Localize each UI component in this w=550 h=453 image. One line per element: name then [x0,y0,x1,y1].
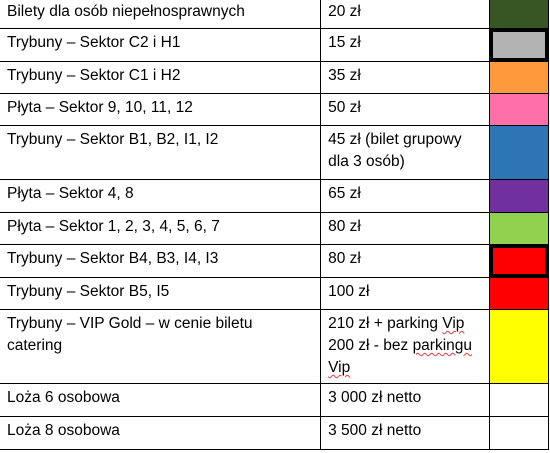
sector-color-swatch [490,126,548,179]
sector-name-cell [0,417,321,450]
sector-name: Trybuny – Sektor B1, B2, I1, I2 [7,131,219,148]
price-line: 3 500 zł netto [328,422,422,439]
sector-color-cell [490,310,549,384]
price-line: 35 zł [328,67,361,84]
table-row [0,310,549,384]
price-text [328,245,489,270]
sector-color-cell [490,384,549,417]
sector-color-swatch [490,180,548,212]
sector-color-cell [490,278,549,310]
table-row [0,62,549,94]
sector-color-swatch [490,245,548,277]
sector-color-swatch [490,213,548,244]
price-line: 200 zł - bez parkingu [328,337,473,354]
sector-name: Płyta – Sektor 4, 8 [7,185,134,202]
sector-name: Płyta – Sektor 9, 10, 11, 12 [7,99,193,116]
table-row [0,180,549,213]
price-line: 15 zł [328,34,361,51]
price-text [328,213,489,238]
sector-name-cell [0,29,321,62]
sector-color-cell [490,245,549,278]
price-line: Vip [328,359,351,376]
sector-color-cell [490,29,549,62]
table-row [0,417,549,450]
sector-name: Trybuny – Sektor C2 i H1 [7,34,181,51]
price-cell [321,29,490,62]
price-cell [321,126,490,180]
price-text [328,126,489,173]
sector-name-cell [0,245,321,278]
sector-color-swatch [490,29,548,61]
sector-name-cell [0,384,321,417]
price-cell [321,278,490,310]
price-cell [321,417,490,450]
sector-color-swatch [490,62,548,93]
price-line: 3 000 zł netto [328,389,422,406]
table-row [0,0,549,29]
sector-color-cell [490,180,549,213]
price-cell [321,180,490,213]
price-line: 80 zł [328,250,361,267]
price-line: 45 zł (bilet grupowy [328,131,462,148]
sector-name-cell [0,94,321,126]
table-row [0,245,549,278]
price-text [328,278,489,303]
price-cell [321,94,490,126]
sector-name: Trybuny – Sektor B4, B3, I4, I3 [7,250,219,267]
sector-name-cell [0,278,321,310]
sector-color-swatch [490,278,548,309]
sector-color-swatch [490,310,548,383]
sector-name: Bilety dla osób niepełnosprawnych [7,3,245,20]
price-cell [321,0,490,29]
table-row [0,94,549,126]
sector-name: Trybuny – Sektor B5, I5 [7,283,170,300]
sector-color-cell [490,417,549,450]
table-row [0,278,549,310]
sector-color-cell [490,94,549,126]
sector-name-cell [0,62,321,94]
sector-color-swatch [490,0,548,28]
price-cell [321,384,490,417]
price-line: 210 zł + parking Vip [328,315,465,332]
price-cell [321,62,490,94]
sector-color-cell [490,62,549,94]
price-cell [321,245,490,278]
sector-color-swatch [490,94,548,125]
sector-name: Loża 6 osobowa [7,389,120,406]
price-text [328,310,489,379]
price-line: 65 zł [328,185,361,202]
price-line: 50 zł [328,99,361,116]
sector-name: Loża 8 osobowa [7,422,120,439]
price-text [328,417,489,442]
sector-name-cell [0,310,321,384]
price-text [328,94,489,119]
table-row [0,384,549,417]
sector-name: Trybuny – Sektor C1 i H2 [7,67,181,84]
price-cell [321,213,490,245]
price-text [328,0,489,23]
sector-name-cell [0,180,321,213]
price-text [328,62,489,87]
table-row [0,29,549,62]
table-row [0,126,549,180]
price-line: 100 zł [328,283,370,300]
price-text [328,180,489,205]
sector-name: Płyta – Sektor 1, 2, 3, 4, 5, 6, 7 [7,218,220,235]
price-line: 20 zł [328,3,361,20]
sector-color-cell [490,213,549,245]
table-row [0,213,549,245]
price-line: 80 zł [328,218,361,235]
price-cell [321,310,490,384]
sector-color-cell [490,0,549,29]
sector-name-cell [0,126,321,180]
sector-color-cell [490,126,549,180]
sector-name: Trybuny – VIP Gold – w cenie biletu catering [7,315,253,354]
sector-name-cell [0,213,321,245]
sector-name-cell [0,0,321,29]
price-text [328,29,489,54]
price-line: dla 3 osób) [328,153,405,170]
price-text [328,384,489,409]
